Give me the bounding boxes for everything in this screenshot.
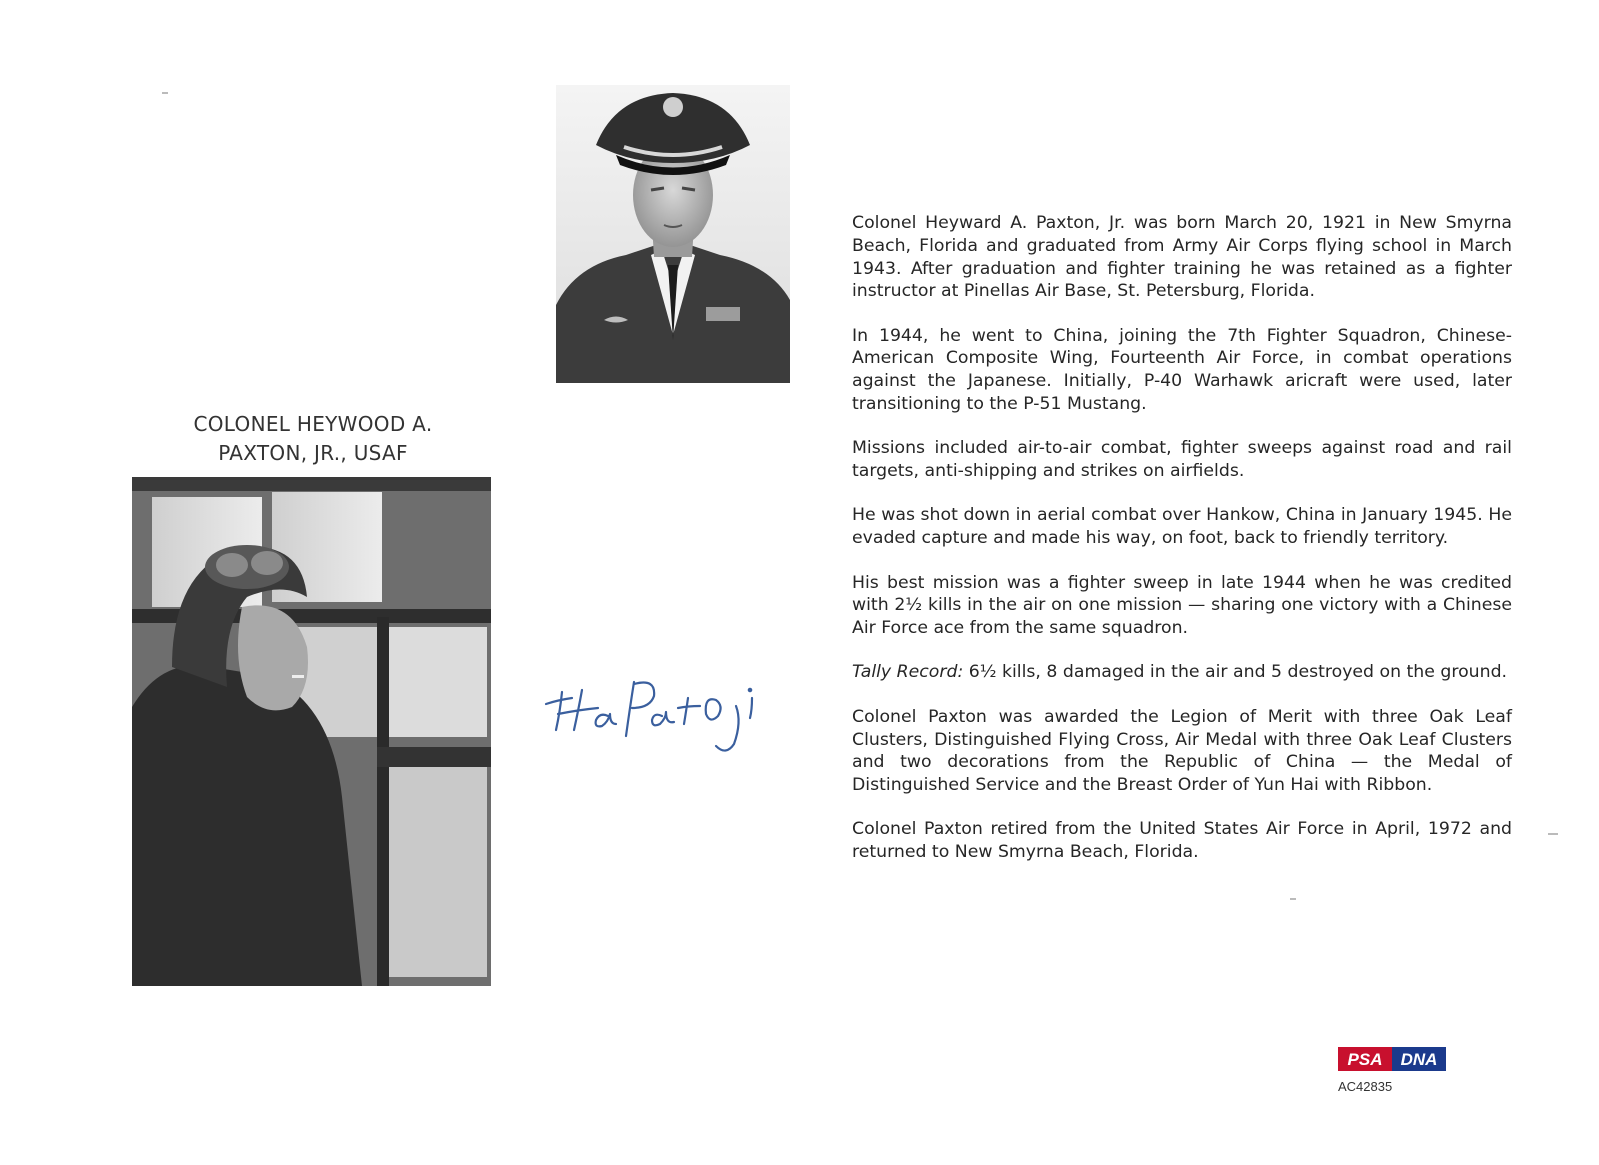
portrait-photo-image [556,85,790,383]
bio-paragraph-retirement: Colonel Paxton retired from the United States Air Force in April, 1972 and returned to New Smyrna Beach, Florida. [852,819,1512,863]
tally-record-label: Tally Record: [852,662,964,683]
psa-dna-logo [1338,1047,1446,1071]
bio-paragraph-awards: Colonel Paxton was awarded the Legion of Merit with three Oak Leaf Clusters, Distinguished Flying Cross, Air Medal with three Oak Leaf Clusters and two decorations from the Republic of China — the Medal of Distinguished Service and the Breast Order of Yun Hai with Ribbon. [852,706,1512,796]
subject-title-line2: PAXTON, JR., USAF [218,441,408,465]
dna-logo-text: DNA [1400,1050,1438,1069]
scan-speck [162,92,168,94]
cockpit-photo [132,477,491,986]
tally-record-text: 6½ kills, 8 damaged in the air and 5 destroyed on the ground. [963,662,1508,683]
bio-paragraph-birth: Colonel Heyward A. Paxton, Jr. was born March 20, 1921 in New Smyrna Beach, Florida and graduated from Army Air Corps flying school in March 1943. After graduation and fighter training he was retained as a fighter instructor at Pinellas Air Base, St. Petersburg, Florida. [852,213,1512,302]
bio-paragraph-missions: Missions included air-to-air combat, fighter sweeps against road and rail targets, anti-shipping and strikes on airfields. [852,438,1512,482]
portrait-photo [556,85,790,383]
bio-paragraph-best-mission: His best mission was a fighter sweep in late 1944 when he was credited with 2½ kills in the air on one mission — sharing one victory with a Chinese Air Force ace from the same squadron. [852,572,1512,639]
biography [852,212,1512,886]
bio-paragraph-tally [852,661,1512,684]
certificate-number: AC42835 [1338,1079,1393,1094]
autograph-signature [538,662,808,762]
cockpit-photo-image [132,477,491,986]
scan-speck [1290,898,1296,900]
scan-speck [1548,833,1558,835]
bio-paragraph-shot-down: He was shot down in aerial combat over Hankow, China in January 1945. He evaded capture and made his way, on foot, back to friendly territory. [852,505,1512,549]
bio-paragraph-china: In 1944, he went to China, joining the 7th Fighter Squadron, Chinese-American Composite Wing, Fourteenth Air Force, in combat operations against the Japanese. Initially, P-40 Warhawk aricraft were used, later transitioning to the P-51 Mustang. [852,325,1512,415]
subject-title [148,410,478,468]
psa-logo-text: PSA [1347,1050,1383,1069]
subject-title-line1: COLONEL HEYWOOD A. [193,412,433,436]
